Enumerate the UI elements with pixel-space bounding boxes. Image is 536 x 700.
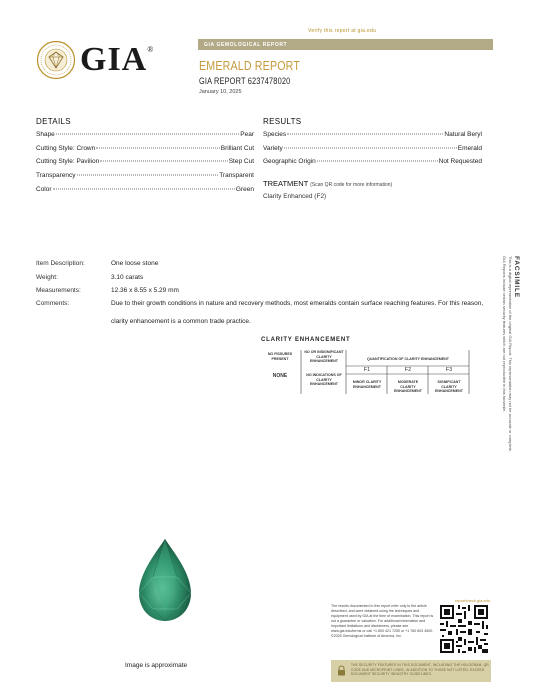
item-description-value: One loose stone xyxy=(111,260,159,267)
details-row: Transparency Transparent xyxy=(36,172,254,179)
results-row: Variety Emerald xyxy=(263,145,482,152)
details-heading: DETAILS xyxy=(36,117,71,126)
details-row: Shape Pear xyxy=(36,131,254,138)
clarity-desc-f2: MODERATE CLARITY ENHANCEMENT xyxy=(394,380,422,393)
results-heading: RESULTS xyxy=(263,117,302,126)
facsimile-notice xyxy=(480,256,520,456)
image-caption: Image is approximate xyxy=(125,662,188,669)
treatment-value: Clarity Enhanced (F2) xyxy=(263,193,327,200)
qr-code-icon[interactable] xyxy=(438,603,490,655)
clarity-grade-f3: F3 xyxy=(445,367,453,373)
clarity-grade-f1: F1 xyxy=(363,367,371,373)
results-row: Species Natural Beryl xyxy=(263,131,482,138)
clarity-col-quantification: QUANTIFICATION OF CLARITY ENHANCEMENT xyxy=(367,357,449,361)
emerald-image xyxy=(135,537,195,623)
details-row: Color Green xyxy=(36,186,254,193)
measurements-value: 12.36 x 8.55 x 5.29 mm xyxy=(111,287,179,294)
details-row: Cutting Style: Pavilion Step Cut xyxy=(36,158,254,165)
weight-value: 3.10 carats xyxy=(111,274,144,281)
report-date: January 10, 2025 xyxy=(199,89,242,95)
clarity-table xyxy=(259,348,470,396)
disclaimer-text: The results documented in this report refer only to the article described, and were obtained using the techniques and equipment used by GIA at the time of examination. This report is not a guarantee or valuation. For additional information and important limitations and disclaimers, please see www.gia.edu/terms or call +1 800 421 7250 or +1 760 603 4500. ©2025 Gemological Institute of America, Inc. xyxy=(331,604,434,638)
comments-value: Due to their growth conditions in nature and recovery methods, most emeralds contain surface reaching features. For this reason, clarity enhancement is a common trade practice. xyxy=(111,300,484,325)
weight-label: Weight: xyxy=(36,274,58,281)
clarity-col-none: NO FISSURES PRESENT xyxy=(267,352,293,361)
clarity-desc-f3: SIGNIFICANT CLARITY ENHANCEMENT xyxy=(435,380,463,393)
clarity-col-insignificant: NO OR INSIGNIFICANT CLARITY ENHANCEMENT xyxy=(304,350,344,363)
comments-label: Comments: xyxy=(36,300,70,307)
report-type-band: GIA GEMOLOGICAL REPORT xyxy=(198,39,493,50)
verify-link[interactable]: Verify this report at gia.edu xyxy=(308,28,377,34)
facsimile-text: This is a digital representation of the original GIA Report. This representation may not be accurate or complete. GIA Reports include certain security features which are not reproducible in this facsimile. xyxy=(502,256,513,453)
clarity-title: CLARITY ENHANCEMENT xyxy=(261,337,351,343)
clarity-none: NONE xyxy=(272,373,288,379)
qr-url[interactable]: reportcheck.gia.edu xyxy=(455,598,491,603)
report-title: EMERALD REPORT xyxy=(199,58,301,73)
item-description-label: Item Description: xyxy=(36,260,85,267)
security-text: THE SECURITY FEATURES IN THIS DOCUMENT, INCLUDING THE HOLOGRAM, QR CODE AND MICROPRINT LINES, IN ADDITION TO THOSE NOT LISTED, EXCEED DOCUMENT SECURITY INDUSTRY GUIDELINES. xyxy=(351,663,489,676)
clarity-grade-f2: F2 xyxy=(404,367,412,373)
results-row: Geographic Origin Not Requested xyxy=(263,158,482,165)
clarity-no-indications: NO INDICATIONS OF CLARITY ENHANCEMENT xyxy=(306,373,342,386)
details-row: Cutting Style: Crown Brilliant Cut xyxy=(36,145,254,152)
facsimile-title: FACSIMILE xyxy=(513,256,520,298)
treatment-heading: TREATMENT (Scan QR code for more information) xyxy=(263,179,393,188)
lock-icon xyxy=(337,665,346,676)
clarity-desc-f1: MINOR CLARITY ENHANCEMENT xyxy=(352,380,382,389)
gia-seal-icon xyxy=(36,40,76,80)
gia-logo-text: GIA® xyxy=(80,41,155,78)
report-number: GIA REPORT 6237478020 xyxy=(199,76,291,86)
measurements-label: Measurements: xyxy=(36,287,81,294)
